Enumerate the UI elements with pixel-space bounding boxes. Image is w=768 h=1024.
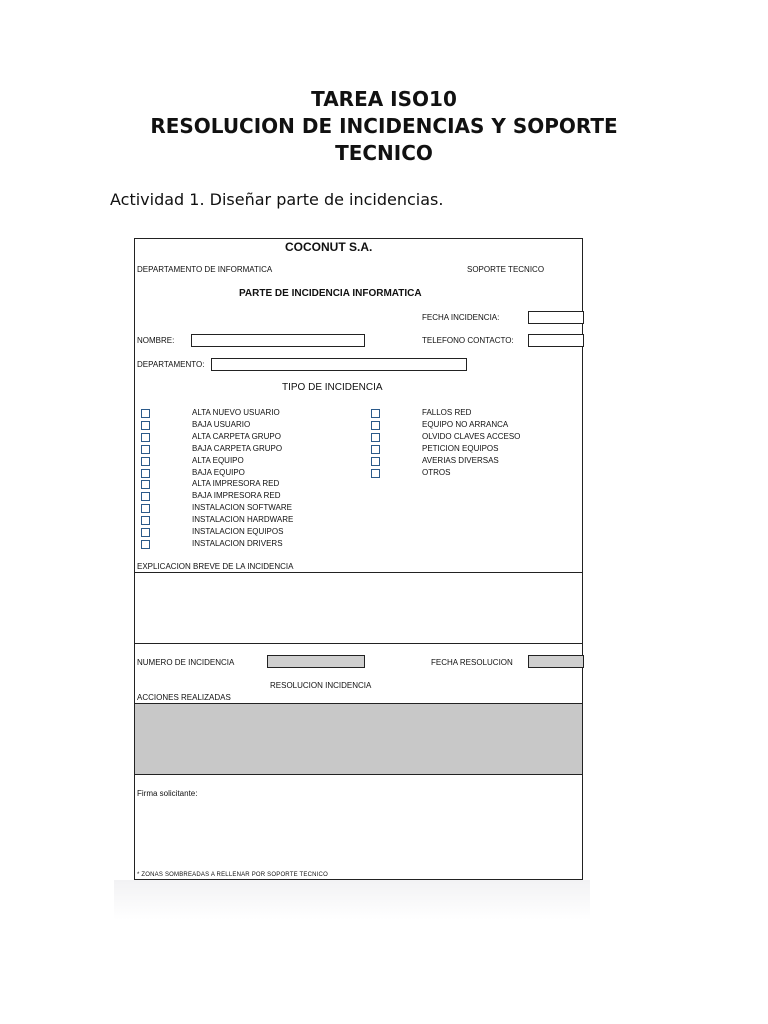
checkbox[interactable] bbox=[371, 457, 380, 466]
incidence-option-label: BAJA CARPETA GRUPO bbox=[192, 443, 283, 453]
incidence-option-label: OTROS bbox=[422, 467, 451, 477]
nombre-label: NOMBRE: bbox=[137, 336, 175, 345]
checkbox[interactable] bbox=[141, 469, 150, 478]
incidence-option-label: AVERIAS DIVERSAS bbox=[422, 455, 499, 465]
acciones-area[interactable] bbox=[135, 704, 582, 774]
incidence-option-label: INSTALACION DRIVERS bbox=[192, 538, 283, 548]
incidence-option-label: ALTA CARPETA GRUPO bbox=[192, 431, 281, 441]
explicacion-label: EXPLICACION BREVE DE LA INCIDENCIA bbox=[137, 562, 294, 571]
divider bbox=[135, 643, 582, 644]
departamento-label: DEPARTAMENTO: bbox=[137, 360, 205, 369]
activity-heading: Actividad 1. Diseñar parte de incidencias. bbox=[110, 190, 444, 209]
company-name: COCONUT S.A. bbox=[285, 240, 373, 254]
checkbox[interactable] bbox=[371, 433, 380, 442]
incidence-option-label: INSTALACION EQUIPOS bbox=[192, 527, 284, 536]
incidence-option-label: BAJA IMPRESORA RED bbox=[192, 491, 281, 501]
telefono-field[interactable] bbox=[528, 334, 584, 347]
form-title: PARTE DE INCIDENCIA INFORMATICA bbox=[239, 288, 422, 299]
numero-incidencia-field[interactable] bbox=[267, 655, 365, 668]
incidence-option-label: INSTALACION SOFTWARE bbox=[192, 503, 293, 513]
firma-label: Firma solicitante: bbox=[137, 789, 198, 798]
checkbox[interactable] bbox=[141, 540, 150, 549]
shaded-zones-note: * ZONAS SOMBREADAS A RELLENAR POR SOPORTE TECNICO bbox=[137, 872, 328, 878]
department-label: DEPARTAMENTO DE INFORMATICA bbox=[137, 265, 273, 274]
fecha-resolucion-label: FECHA RESOLUCION bbox=[431, 658, 513, 667]
incidence-option-label: OLVIDO CLAVES ACCESO bbox=[422, 431, 521, 441]
fecha-incidencia-field[interactable] bbox=[528, 311, 584, 324]
explicacion-area[interactable] bbox=[135, 573, 584, 643]
checkbox[interactable] bbox=[141, 409, 150, 418]
incidence-option-label: EQUIPO NO ARRANCA bbox=[422, 419, 509, 429]
incidence-option-label: ALTA EQUIPO bbox=[192, 455, 244, 465]
firma-area[interactable] bbox=[135, 801, 584, 861]
checkbox[interactable] bbox=[371, 421, 380, 430]
checkbox[interactable] bbox=[141, 528, 150, 537]
telefono-label: TELEFONO CONTACTO: bbox=[422, 336, 514, 345]
fecha-incidencia-label: FECHA INCIDENCIA: bbox=[422, 313, 500, 322]
divider bbox=[135, 774, 582, 775]
fecha-resolucion-field[interactable] bbox=[528, 655, 584, 668]
departamento-field[interactable] bbox=[211, 358, 467, 371]
title-line-1: TAREA ISO10 bbox=[311, 87, 457, 111]
checkbox[interactable] bbox=[141, 480, 150, 489]
checkbox[interactable] bbox=[141, 492, 150, 501]
checkbox[interactable] bbox=[141, 445, 150, 454]
checkbox[interactable] bbox=[141, 433, 150, 442]
numero-incidencia-label: NUMERO DE INCIDENCIA bbox=[137, 658, 235, 667]
title-line-2: RESOLUCION DE INCIDENCIAS Y SOPORTE bbox=[150, 114, 618, 138]
nombre-field[interactable] bbox=[191, 334, 365, 347]
checkbox[interactable] bbox=[371, 409, 380, 418]
checkbox[interactable] bbox=[371, 445, 380, 454]
document-title bbox=[0, 86, 768, 167]
checkbox[interactable] bbox=[141, 504, 150, 513]
incidence-option-label: BAJA EQUIPO bbox=[192, 467, 245, 477]
support-label: SOPORTE TECNICO bbox=[467, 265, 545, 274]
page-shadow bbox=[114, 880, 590, 920]
incidence-option-label: BAJA USUARIO bbox=[192, 419, 251, 429]
incidence-option-label: PETICION EQUIPOS bbox=[422, 443, 499, 453]
checkbox[interactable] bbox=[371, 469, 380, 478]
checkbox[interactable] bbox=[141, 516, 150, 525]
incidence-option-label: ALTA NUEVO USUARIO bbox=[192, 408, 280, 417]
incident-form bbox=[134, 238, 583, 880]
incidence-option-label: INSTALACION HARDWARE bbox=[192, 515, 294, 525]
checkbox[interactable] bbox=[141, 421, 150, 430]
checkbox[interactable] bbox=[141, 457, 150, 466]
incidence-option-label: ALTA IMPRESORA RED bbox=[192, 479, 280, 489]
incidence-option-label: FALLOS RED bbox=[422, 408, 472, 417]
tipo-incidencia-title: TIPO DE INCIDENCIA bbox=[282, 382, 383, 393]
acciones-label: ACCIONES REALIZADAS bbox=[137, 693, 231, 702]
resolucion-title: RESOLUCION INCIDENCIA bbox=[270, 681, 372, 690]
title-line-3: TECNICO bbox=[335, 141, 433, 165]
